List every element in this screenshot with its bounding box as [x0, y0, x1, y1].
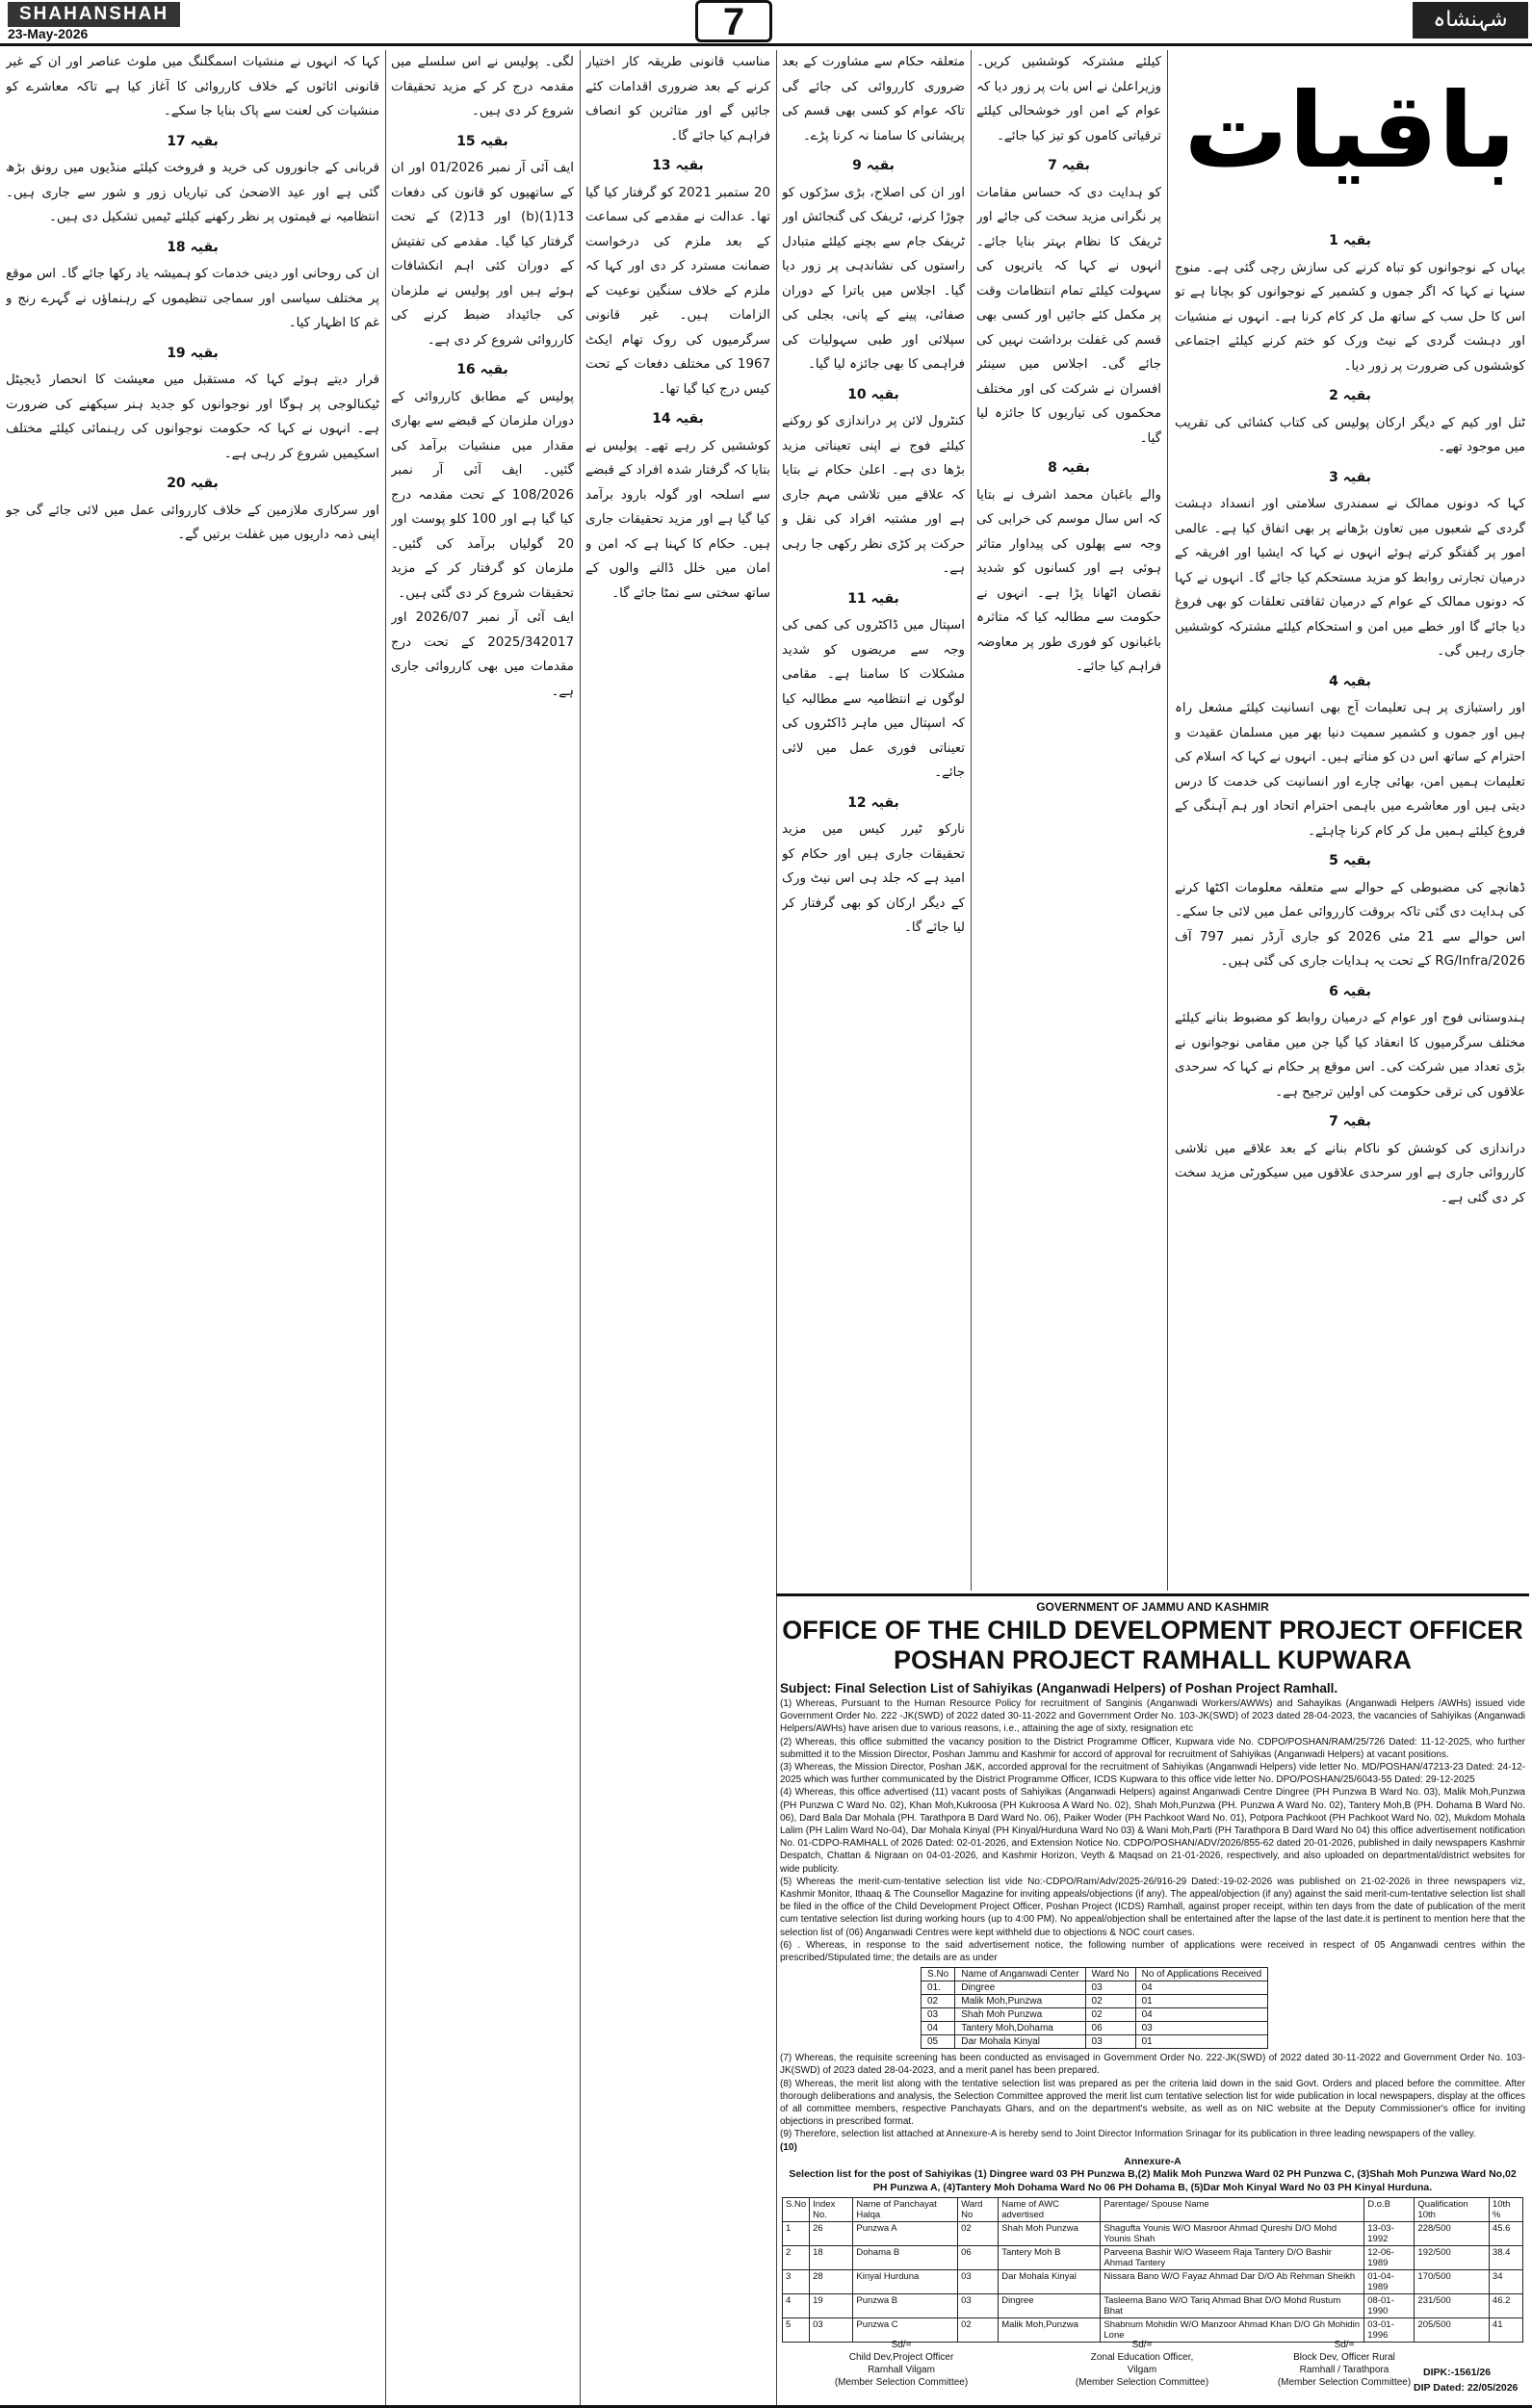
- table-cell: 5: [783, 2317, 810, 2342]
- table-cell: 01: [1135, 2035, 1268, 2049]
- table-cell: 01-04-1989: [1364, 2269, 1415, 2293]
- table-cell: 04: [922, 2022, 955, 2035]
- table-cell: 03: [958, 2293, 999, 2317]
- dip-dated: DIP Dated: 22/05/2026: [1414, 2382, 1519, 2394]
- table-cell: Dingree: [999, 2293, 1101, 2317]
- table-cell: 205/500: [1415, 2317, 1489, 2342]
- table-header-cell: S.No: [922, 1968, 955, 1981]
- table-cell: 03: [1135, 2022, 1268, 2035]
- article-text: کیلئے مشترکہ کوششیں کریں۔ وزیراعلیٰ نے اس بات پر زور دیا کہ عوام کے امن اور خوشحالی کیلئے ترقیاتی کاموں کو تیز کیا جائے۔: [976, 55, 1161, 143]
- article-heading: بقیہ 10: [847, 386, 899, 402]
- table-cell: Tantery Moh B: [999, 2245, 1101, 2269]
- article-heading: بقیہ 9: [852, 158, 895, 173]
- table-cell: Nissara Bano W/O Fayaz Ahmad Dar D/O Ab Rehman Sheikh: [1101, 2269, 1364, 2293]
- notice-paragraph: (8) Whereas, the merit list along with the tentative selection list was prepared as per the criteria laid down in the said Govt. Orders and placed before the committee. After thorough deliberations and analysis, the Selection Committee approved the merit list cum tentative selection list for wide publication in local newspapers, display at the offices of all committee members, respective Panchayats Ghars, and on the department's website, as well as on NIC website at the Deputy Commissioner's office for inviting objections in prescribed format.: [780, 2078, 1525, 2128]
- selection-row: [783, 2245, 1523, 2269]
- notice-subject: Subject: Final Selection List of Sahiyikas (Anganwadi Helpers) of Poshan Project Ramhall.: [780, 1681, 1338, 1696]
- article-text: 20 ستمبر 2021 کو گرفتار کیا گیا تھا۔ عدالت نے مقدمے کی سماعت کے بعد ملزم کی درخواست ضمانت مسترد کر دی اور کہا کہ ملزم کے خلاف سنگین نوعیت کے الزامات ہیں۔ غیر قانونی سرگرمیوں کی روک تھام ایکٹ 1967 کی مختلف دفعات کے تحت کیس درج کیا گیا تھا۔: [585, 185, 770, 397]
- article-text: پولیس کے مطابق کارروائی کے دوران ملزمان کے قبضے سے بھاری مقدار میں منشیات برآمد کی گئیں۔ ایف آئی آر نمبر 108/2026 کے تحت مقدمہ درج کیا گیا ہے اور 100 کلو پوست اور 20 گولیاں برآمد کی گئیں۔ ملزمان کو گرفتار کر کے مزید تحقیقات شروع کر دی گئی ہیں۔: [391, 389, 574, 601]
- table-cell: Dar Mohala Kinyal: [999, 2269, 1101, 2293]
- article-heading: بقیہ 19: [167, 345, 219, 361]
- section-banner: باقیات: [1183, 71, 1517, 192]
- table-cell: Shabnum Mohidin W/O Manzoor Ahmad Khan D/O Gh Mohidin Lone: [1101, 2317, 1364, 2342]
- article-heading: بقیہ 15: [456, 133, 508, 149]
- column-2: [976, 50, 1161, 1591]
- notice-ref-10: (10): [780, 2141, 797, 2153]
- table-cell: Shah Moh Punzwa: [955, 2008, 1085, 2022]
- notice-paragraph: (4) Whereas, this office advertised (11) vacant posts of Sahiyikas (Anganwadi Helpers) against Anganwadi Centre Dingree (PH Punzwa B Ward No. 03), Malik Moh,Punzwa (PH Punzwa C Ward No. 02), Khan Moh,Kukroosa (PH Kukroosa A Ward No. 02), Shah Moh,Punzwa (PH. Punzwa A Ward No. 02), Tantery Moh,B (PH. Dohama B Ward No. 06), Dard Bala Dar Mohala (PH. Tarathpora B Dard Ward No. 06), Paiker Woder (PH Pachkoot Ward No. 01), Potpora Pachkoot (PH Pachkoot Ward No. 02), Mukdom Mohala Lalim (PH Lalim Ward No-04), Dar Mohala Kinyal (PH Kinyal/Hurduna Ward No 03) & Wani Moh,Parti (PH Tarathpora B Dard Ward No 04) this office advertisement notification No. 01-CDPO-RAMHALL of 2026 Dated: 02-01-2026, and Extension Notice No. CDPO/POSHAN/ADV/2026/855-62 dated 20-01-2026, published in daily newspapers Kashmir Despatch, Chattan & Nigraan on 04-01-2026, and Kashmir Horizon, Veyth & Maqsad on 21-01-2026, respectively, and also uploaded on departmental/district websites for wide publicity.: [780, 1787, 1525, 1875]
- article-heading: بقیہ 2: [1329, 388, 1371, 403]
- article-text: دراندازی کی کوشش کو ناکام بنانے کے بعد علاقے میں تلاشی کارروائی جاری ہے اور سرحدی علاقوں میں سیکورٹی مزید سخت کر دی گئی ہے۔: [1175, 1141, 1525, 1205]
- selection-table: [782, 2197, 1523, 2343]
- article-text: اور ان کی اصلاح، بڑی سڑکوں کو چوڑا کرنے، ٹریفک کی گنجائش اور ٹریفک جام سے بچنے کیلئے متبادل راستوں کی نشاندہی پر زور دیا گیا۔ اجلاس میں یاترا کے دوران صفائی، پینے کے پانی، بجلی کی سپلائی اور طبی سہولیات کی فراہمی کا بھی جائزہ لیا گیا۔: [782, 185, 965, 372]
- table-cell: Parveena Bashir W/O Waseem Raja Tantery D/O Bashir Ahmad Tantery: [1101, 2245, 1364, 2269]
- article-heading: بقیہ 12: [847, 794, 899, 811]
- header-rule: [0, 43, 1532, 46]
- article-heading: بقیہ 5: [1329, 853, 1371, 868]
- table-cell: 192/500: [1415, 2245, 1489, 2269]
- column-5: [391, 50, 574, 2399]
- article-heading: بقیہ 1: [1329, 233, 1371, 248]
- column-4: [585, 50, 770, 2399]
- table-cell: 01: [1135, 1995, 1268, 2008]
- table-cell: 34: [1489, 2269, 1522, 2293]
- table-header-cell: Name of AWC advertised: [999, 2197, 1101, 2221]
- column-1: [1175, 223, 1525, 1591]
- table-header-cell: Parentage/ Spouse Name: [1101, 2197, 1364, 2221]
- table-cell: Dar Mohala Kinyal: [955, 2035, 1085, 2049]
- table-cell: 26: [810, 2221, 853, 2245]
- masthead-logo: شہنشاہ: [1413, 2, 1528, 39]
- table-cell: 45.6: [1489, 2221, 1522, 2245]
- selection-list-title: Selection list for the post of Sahiyikas (1) Dingree ward 03 PH Punzwa B,(2) Malik Moh Punzwa Ward 02 PH Punzwa C, (3)Shah Moh Punzwa Ward No,02 PH Punzwa A, (4)Tantery Moh Dohama Ward No 06 PH Dohama B, (5)Dar Moh Kinyal Ward No 03 PH Kinyal Hurduna.: [789, 2167, 1517, 2193]
- page-number: 7: [695, 0, 772, 42]
- annexure-title: Annexure-A: [1124, 2155, 1181, 2167]
- notice-paragraph: (6) . Whereas, in response to the said advertisement notice, the following number of applications were received in respect of 05 Anganwadi centres within the prescribed/Stipulated time; the details are as under: [780, 1939, 1525, 1964]
- table-header-cell: Name of Anganwadi Center: [955, 1968, 1085, 1981]
- table-cell: 02: [922, 1995, 955, 2008]
- table-header-cell: D.o.B: [1364, 2197, 1415, 2221]
- signature-cdpo: Sd/= Child Dev,Project Officer Ramhall Vilgam (Member Selection Committee): [834, 2340, 969, 2388]
- table-cell: Tantery Moh,Dohama: [955, 2022, 1085, 2035]
- table-cell: 18: [810, 2245, 853, 2269]
- article-text: نارکو ٹیرر کیس میں مزید تحقیقات جاری ہیں اور حکام کو امید ہے کہ جلد ہی اس نیٹ ورک کے دیگر ارکان کو بھی گرفتار کر لیا جائے گا۔: [782, 822, 965, 935]
- table-header-cell: S.No: [783, 2197, 810, 2221]
- table-header-cell: Qualification 10th: [1415, 2197, 1489, 2221]
- column-divider: [971, 50, 972, 1591]
- table-cell: Malik Moh,Punzwa: [999, 2317, 1101, 2342]
- table-header-cell: Ward No: [958, 2197, 999, 2221]
- table-cell: 04: [1135, 1981, 1268, 1995]
- table-cell: 170/500: [1415, 2269, 1489, 2293]
- signatures: [776, 2339, 1529, 2402]
- article-text: اور راستبازی پر ہی تعلیمات آج بھی انسانیت کیلئے مشعل راہ ہیں اور جموں و کشمیر سمیت دنیا بھر میں مسلمان عقیدت و احترام کے ساتھ اس دن کو مناتے ہیں۔ انہوں نے کہا کہ اسلام کی تعلیمات ہمیں امن، بھائی چارے اور انسانیت کی خدمت کا درس دیتی ہیں اور معاشرے میں باہمی احترام اتحاد اور ہم آہنگی کے فروغ کیلئے ہمیں مل کر کام کرنا چاہئے۔: [1175, 701, 1525, 839]
- applications-row: [922, 1981, 1268, 1995]
- table-cell: 03: [922, 2008, 955, 2022]
- column-3: [782, 50, 965, 1591]
- table-header-cell: Name of Panchayat Halqa: [853, 2197, 958, 2221]
- publication-date: 23-May-2026: [8, 26, 89, 41]
- table-cell: Punzwa C: [853, 2317, 958, 2342]
- table-cell: 06: [958, 2245, 999, 2269]
- notice-paragraph: (2) Whereas, this office submitted the vacancy position to the District Programme Officer, Kupwara vide No. CDPO/POSHAN/RAM/25/726 Dated: 11-12-2025, who further submitted it to the Mission Director, Poshan Jammu and Kashmir for accord of approval for recruitment of Sahiyikas (Anganwadi Helpers) at vacant positions.: [780, 1736, 1525, 1760]
- article-text: والے باغبان محمد اشرف نے بتایا کہ اس سال موسم کی خرابی کی وجہ سے پھلوں کی پیداوار متاثر ہوئی ہے اور کسانوں کو شدید نقصان اٹھانا پڑا ہے۔ انہوں نے حکومت سے مطالبہ کیا کہ متاثرہ باغبانوں کو فوری طور پر معاوضہ فراہم کیا جائے۔: [976, 487, 1161, 674]
- article-heading: بقیہ 4: [1329, 673, 1371, 689]
- applications-row: [922, 1995, 1268, 2008]
- table-cell: Shagufta Younis W/O Masroor Ahmad Qureshi D/O Mohd Younis Shah: [1101, 2221, 1364, 2245]
- article-heading: بقیہ 3: [1329, 469, 1371, 485]
- article-text: اور سرکاری ملازمین کے خلاف کارروائی عمل میں لائی جائے گی جو اپنی ذمہ داریوں میں غفلت برتیں گے۔: [6, 503, 379, 542]
- article-text: کوششیں کر رہے تھے۔ پولیس نے بتایا کہ گرفتار شدہ افراد کے قبضے سے اسلحہ اور گولہ بارود برآمد کیا گیا ہے اور مزید تحقیقات جاری ہیں۔ حکام کا کہنا ہے کہ امن و امان میں خلل ڈالنے والوں کے ساتھ سختی سے نمٹا جائے گا۔: [585, 438, 770, 601]
- table-cell: 03-01-1996: [1364, 2317, 1415, 2342]
- table-cell: Kinyal Hurduna: [853, 2269, 958, 2293]
- article-heading: بقیہ 8: [1048, 460, 1090, 476]
- article-text: ان کی روحانی اور دینی خدمات کو ہمیشہ یاد رکھا جائے گا۔ اس موقع پر مختلف سیاسی اور سماجی تنظیموں کے رہنماؤں نے گہرے رنج و غم کا اظہار کیا۔: [6, 267, 379, 330]
- notice-paragraph: (9) Therefore, selection list attached at Annexure-A is hereby send to Joint Director Information Srinagar for its publication in three leading newspapers of the valley.: [780, 2129, 1476, 2140]
- notice-government: GOVERNMENT OF JAMMU AND KASHMIR: [1036, 1600, 1269, 1614]
- article-text: مناسب قانونی طریقہ کار اختیار کرنے کے بعد ضروری اقدامات کئے جائیں گے اور متاثرین کو انصاف فراہم کیا جائے گا۔: [585, 55, 770, 143]
- article-heading: بقیہ 11: [847, 590, 899, 607]
- article-text: متعلقہ حکام سے مشاورت کے بعد ضروری کارروائی کی جائے گی تاکہ عوام کو کسی بھی قسم کی پریشانی کا سامنا نہ کرنا پڑے۔: [782, 55, 965, 143]
- article-text: کہا کہ دونوں ممالک نے سمندری سلامتی اور انسداد دہشت گردی کے شعبوں میں تعاون بڑھانے پر بھی اتفاق کیا ہے۔ عالمی امور پر گفتگو کرتے ہوئے انہوں نے کہا کہ ایشیا اور افریقہ کے درمیان تجارتی روابط کو مزید مستحکم کیا جائے گا۔ انہوں نے کہا کہ دونوں ممالک کے عوام کے درمیان ثقافتی تعلقات کو بھی فروغ دیا جائے گا اور خطے میں امن و استحکام کیلئے مشترکہ کوششیں جاری رہیں گی۔: [1175, 497, 1525, 659]
- table-cell: 02: [1085, 2008, 1135, 2022]
- article-text: ٹنل اور کیم کے دیگر ارکان پولیس کی کتاب کشائی کی تقریب میں موجود تھے۔: [1175, 415, 1525, 454]
- article-text: لگی۔ پولیس نے اس سلسلے میں مقدمہ درج کر کے مزید تحقیقات شروع کر دی ہیں۔: [391, 55, 574, 118]
- table-cell: 05: [922, 2035, 955, 2049]
- table-cell: 19: [810, 2293, 853, 2317]
- table-cell: 06: [1085, 2022, 1135, 2035]
- table-header-cell: 10th %: [1489, 2197, 1522, 2221]
- table-cell: 1: [783, 2221, 810, 2245]
- table-cell: 02: [1085, 1995, 1135, 2008]
- article-text: قربانی کے جانوروں کی خرید و فروخت کیلئے منڈیوں میں رونق بڑھ گئی ہے اور عید الاضحیٰ کی تیاریاں زور و شور سے جاری ہیں۔ انتظامیہ نے قیمتوں پر نظر رکھنے کیلئے ٹیمیں تشکیل دی ہیں۔: [6, 161, 379, 224]
- notice-paragraphs-after: [776, 2052, 1529, 2140]
- table-cell: 01.: [922, 1981, 955, 1995]
- applications-table: [921, 1967, 1268, 2049]
- table-header-cell: Ward No: [1085, 1968, 1135, 1981]
- applications-row: [922, 2035, 1268, 2049]
- article-text: ایف آئی آر نمبر 2026/07 اور 2025/342017 کے تحت درج مقدمات میں بھی کارروائی جاری ہے۔: [391, 610, 574, 699]
- table-cell: 03: [810, 2317, 853, 2342]
- selection-row: [783, 2269, 1523, 2293]
- table-cell: 3: [783, 2269, 810, 2293]
- notice-paragraph: (3) Whereas, the Mission Director, Poshan J&K, accorded approval for the recruitment of Sahiyikas (Anganwadi Helpers) vide letter No. MD/POSHAN/47213-23 Dated: 24-12-2025 which was further communicated by the District Programme Officer, ICDS Kupwara to this office vide letter No. DPO/POSHAN/25/6043-55 Dated: 29-12-2025: [780, 1762, 1525, 1786]
- table-cell: 46.2: [1489, 2293, 1522, 2317]
- table-cell: 12-06-1989: [1364, 2245, 1415, 2269]
- article-heading: بقیہ 6: [1329, 983, 1371, 999]
- table-cell: 13-03-1992: [1364, 2221, 1415, 2245]
- government-notice: [776, 1593, 1529, 2408]
- table-cell: Malik Moh,Punzwa: [955, 1995, 1085, 2008]
- notice-paragraph: (5) Whereas the merit-cum-tentative selection list vide No:-CDPO/Ram/Adv/2025-26/916-29 Dated:-19-02-2026 was published on 21-02-2026 in three newspapers viz, Kashmir Monitor, Ithaaq & The Counsellor Magazine for inviting appeals/objections (if any). The appeal/objection (if any) against the said merit-cum-tentative selection list shall be filed in the office of the Child Development Project Officer, Poshan Project (ICDS) Ramhall, against proper receipt, within ten days from the date of publication of the merit cum tentative selection list during working hours (up to 4:00 PM). No appeal/objection shall be entertained after the lapse of the last date.it is pertinent to mention here that the selection list of (06) Anganwadi Centres were kept withheld due to objections & NOC court cases.: [780, 1876, 1525, 1938]
- applications-row: [922, 2008, 1268, 2022]
- article-text: کو ہدایت دی کہ حساس مقامات پر نگرانی مزید سخت کی جائے اور ٹریفک کا نظام بہتر بنایا جائے۔ انہوں نے کہا کہ یاتریوں کی سہولت کیلئے تمام انتظامات وقت پر مکمل کئے جائیں اور کسی بھی قسم کی غفلت برداشت نہیں کی جائے گی۔ اجلاس میں سینئر افسران نے شرکت کی اور مختلف محکموں کی تیاریوں کا جائزہ لیا گیا۔: [976, 185, 1161, 446]
- article-heading: بقیہ 17: [167, 133, 219, 149]
- table-cell: 02: [958, 2317, 999, 2342]
- table-cell: 38.4: [1489, 2245, 1522, 2269]
- table-header-cell: Index No.: [810, 2197, 853, 2221]
- applications-row: [922, 2022, 1268, 2035]
- table-cell: 03: [1085, 2035, 1135, 2049]
- signature-zeo: Sd/= Zonal Education Officer, Vilgam (Member Selection Committee): [1075, 2340, 1209, 2388]
- publication-name: SHAHANSHAH: [8, 2, 180, 27]
- column-divider: [580, 50, 581, 2408]
- table-cell: 03: [1085, 1981, 1135, 1995]
- page-header: [0, 0, 1532, 42]
- article-heading: بقیہ 7: [1329, 1114, 1371, 1129]
- table-cell: Shah Moh Punzwa: [999, 2221, 1101, 2245]
- table-cell: Punzwa B: [853, 2293, 958, 2317]
- table-cell: Punzwa A: [853, 2221, 958, 2245]
- article-text: اسپتال میں ڈاکٹروں کی کمی کی وجہ سے مریضوں کو شدید مشکلات کا سامنا ہے۔ مقامی لوگوں نے انتظامیہ سے مطالبہ کیا کہ اسپتال میں ماہر ڈاکٹروں کی تعیناتی فوری عمل میں لائی جائے۔: [782, 618, 965, 780]
- table-cell: 4: [783, 2293, 810, 2317]
- column-6: [6, 50, 379, 2399]
- table-cell: 28: [810, 2269, 853, 2293]
- table-cell: 41: [1489, 2317, 1522, 2342]
- article-heading: بقیہ 18: [167, 239, 219, 255]
- notice-paragraph: (1) Whereas, Pursuant to the Human Resource Policy for recruitment of Sanginis (Anganwadi Workers/AWWs) and Sahayikas (Anganwadi Helpers /AWHs) issued vide Government Order No. 222 -JK(SWD) of 2022 dated 30-11-2022 and Government Order No. 103-JK(SWD) of 2023 dated 28-04-2023, the vacancies of Sahiyikas (Anganwadi Helpers/AWHs) have arisen due to various reasons, i.e., attaining the age of sixty, resignation etc: [780, 1698, 1525, 1735]
- selection-row: [783, 2293, 1523, 2317]
- article-text: ڈھانچے کی مضبوطی کے حوالے سے متعلقہ معلومات اکٹھا کرنے کی ہدایت دی گئی تاکہ بروقت کارروائی عمل میں لائی جا سکے۔ اس حوالے سے 21 مئی 2026 کو جاری آرڈر نمبر 797 آف RG/Infra/2026 کے تحت یہ ہدایات جاری کی گئی ہیں۔: [1175, 880, 1525, 969]
- article-heading: بقیہ 7: [1048, 158, 1090, 173]
- table-cell: 04: [1135, 2008, 1268, 2022]
- article-heading: بقیہ 13: [652, 158, 704, 173]
- article-text: کہا کہ انہوں نے منشیات اسمگلنگ میں ملوث عناصر اور ان کے غیر قانونی اثاثوں کے خلاف کارروائی کا آغاز کیا ہے تاکہ معاشرے کو منشیات کی لعنت سے پاک بنایا جا سکے۔: [6, 55, 379, 118]
- article-text: قرار دیتے ہوئے کہا کہ مستقبل میں معیشت کا انحصار ڈیجیٹل ٹیکنالوجی پر ہوگا اور نوجوانوں کو جدید ہنر سیکھنے کی ضرورت ہے۔ انہوں نے کہا کہ حکومت نوجوانوں کی رہنمائی کیلئے مختلف اسکیمیں شروع کر رہی ہے۔: [6, 373, 379, 461]
- article-text: ہندوستانی فوج اور عوام کے درمیان روابط کو مضبوط بنانے کیلئے مختلف سرگرمیوں کا انعقاد کیا گیا جن میں مقامی نوجوانوں نے بڑی تعداد میں شرکت کی۔ اس موقع پر حکام نے کہا کہ سرحدی علاقوں کی ترقی حکومت کی اولین ترجیح ہے۔: [1175, 1011, 1525, 1100]
- signature-bdo: Sd/= Block Dev, Officer Rural Ramhall / Tarathpora (Member Selection Committee): [1277, 2340, 1412, 2388]
- table-cell: 02: [958, 2221, 999, 2245]
- notice-office-title: OFFICE OF THE CHILD DEVELOPMENT PROJECT OFFICER POSHAN PROJECT RAMHALL KUPWARA: [782, 1616, 1523, 1674]
- article-heading: بقیہ 14: [652, 411, 704, 427]
- dipk-number: DIPK:-1561/26: [1423, 2367, 1492, 2378]
- table-cell: Tasleema Bano W/O Tariq Ahmad Bhat D/O Mohd Rustum Bhat: [1101, 2293, 1364, 2317]
- table-cell: 2: [783, 2245, 810, 2269]
- article-heading: بقیہ 20: [167, 476, 219, 491]
- article-heading: بقیہ 16: [456, 362, 508, 377]
- article-text: ایف آئی آر نمبر 01/2026 اور ان کے ساتھیوں کو قانون کی دفعات 13(1)(b) اور 13(2) کے تحت گرفتار کیا گیا۔ مقدمے کی تفتیش کے دوران کئی اہم انکشافات ہوئے ہیں اور پولیس نے ملزمان کی جائیداد ضبط کرنے کی کارروائی شروع کر دی ہے۔: [391, 161, 574, 348]
- table-header-cell: No of Applications Received: [1135, 1968, 1268, 1981]
- table-cell: 231/500: [1415, 2293, 1489, 2317]
- column-divider: [385, 50, 386, 2408]
- selection-row: [783, 2221, 1523, 2245]
- notice-paragraph: (7) Whereas, the requisite screening has been conducted as envisaged in Government Order No. 222-JK(SWD) of 2022 dated 30-11-2022 and Government Order No. 103-JK(SWD) of 2023 dated 28-04-2023, and a merit panel has been prepared.: [780, 2053, 1525, 2077]
- table-cell: 08-01-1990: [1364, 2293, 1415, 2317]
- table-cell: Dingree: [955, 1981, 1085, 1995]
- table-cell: Dohama B: [853, 2245, 958, 2269]
- table-cell: 228/500: [1415, 2221, 1489, 2245]
- column-divider: [1167, 50, 1168, 1591]
- table-cell: 03: [958, 2269, 999, 2293]
- article-text: یہاں کے نوجوانوں کو تباہ کرنے کی سازش رچی گئی ہے۔ منوج سنہا نے کہا کہ اگر جموں و کشمیر کے نوجوانوں کو بچانا ہے تو اس کا حل سب کے ساتھ مل کر کام کرنا ہے۔ انہوں نے منشیات اور دہشت گردی کے نیٹ ورک کو ختم کرنے کیلئے اجتماعی کوششوں کی ضرورت پر زور دیا۔: [1175, 260, 1525, 374]
- article-text: کنٹرول لائن پر دراندازی کو روکنے کیلئے فوج نے اپنی تعیناتی مزید بڑھا دی ہے۔ اعلیٰ حکام نے بتایا کہ علاقے میں تلاشی مہم جاری ہے اور مشتبہ افراد کی نقل و حرکت پر کڑی نظر رکھی جا رہی ہے۔: [782, 414, 965, 576]
- notice-paragraphs: [776, 1697, 1529, 1964]
